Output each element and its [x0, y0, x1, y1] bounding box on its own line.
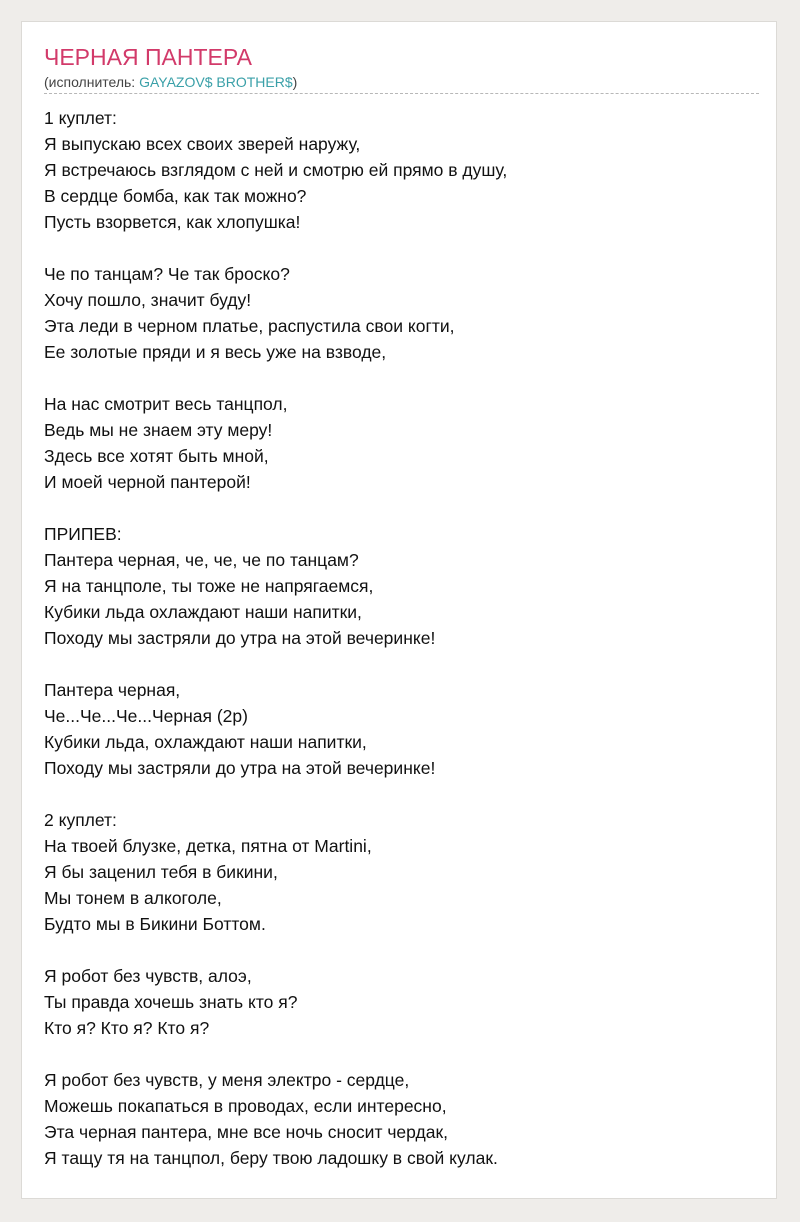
- lyric-line: Здесь все хотят быть мной,: [44, 446, 269, 466]
- lyric-line: Эта леди в черном платье, распустила свои когти,: [44, 316, 455, 336]
- lyric-line: Можешь покапаться в проводах, если интересно,: [44, 1096, 447, 1116]
- lyric-line: На нас смотрит весь танцпол,: [44, 394, 288, 414]
- lyric-line: Пусть взорвется, как хлопушка!: [44, 212, 301, 232]
- lyric-line: Я выпускаю всех своих зверей наружу,: [44, 134, 361, 154]
- header-divider: [44, 93, 759, 94]
- lyric-line: Кубики льда, охлаждают наши напитки,: [44, 732, 367, 752]
- lyric-line: Я на танцполе, ты тоже не напрягаемся,: [44, 576, 374, 596]
- lyric-line: Я тащу тя на танцпол, беру твою ладошку в свой кулак.: [44, 1148, 498, 1168]
- lyric-line: Че по танцам? Че так броско?: [44, 264, 290, 284]
- lyric-line: И моей черной пантерой!: [44, 472, 251, 492]
- lyric-line: Походу мы застряли до утра на этой вечеринке!: [44, 628, 436, 648]
- lyric-line: Я встречаюсь взглядом с ней и смотрю ей прямо в душу,: [44, 160, 508, 180]
- artist-link[interactable]: GAYAZOV$ BROTHER$: [139, 74, 293, 90]
- artist-prefix: (исполнитель:: [44, 74, 140, 90]
- lyric-line: Ведь мы не знаем эту меру!: [44, 420, 273, 440]
- artist-suffix: ): [292, 74, 298, 90]
- song-title: ЧЕРНАЯ ПАНТЕРА: [44, 44, 252, 70]
- stanza-break: [44, 235, 759, 261]
- lyric-line: ПРИПЕВ:: [44, 524, 122, 544]
- lyric-line: На твоей блузке, детка, пятна от Martini,: [44, 836, 372, 856]
- stanza-break: [44, 495, 759, 521]
- lyric-line: Че...Че...Че...Черная (2р): [44, 706, 248, 726]
- stanza-break: [44, 651, 759, 677]
- lyric-line: Я робот без чувств, у меня электро - сердце,: [44, 1070, 410, 1090]
- lyric-line: Пантера черная, че, че, че по танцам?: [44, 550, 359, 570]
- lyric-line: Я бы заценил тебя в бикини,: [44, 862, 278, 882]
- stanza-break: [44, 1041, 759, 1067]
- stanza-break: [44, 365, 759, 391]
- lyric-line: Походу мы застряли до утра на этой вечеринке!: [44, 758, 436, 778]
- lyric-line: Кубики льда охлаждают наши напитки,: [44, 602, 362, 622]
- lyric-line: Я робот без чувств, алоэ,: [44, 966, 252, 986]
- lyric-line: Мы тонем в алкоголе,: [44, 888, 222, 908]
- lyric-line: Ее золотые пряди и я весь уже на взводе,: [44, 342, 387, 362]
- artist-line: [44, 73, 297, 91]
- lyric-line: Будто мы в Бикини Боттом.: [44, 914, 266, 934]
- lyric-line: В сердце бомба, как так можно?: [44, 186, 307, 206]
- lyrics-body: [44, 105, 759, 1171]
- stanza-break: [44, 781, 759, 807]
- lyric-line: Ты правда хочешь знать кто я?: [44, 992, 298, 1012]
- lyrics-card: [21, 21, 777, 1199]
- lyric-line: Хочу пошло, значит буду!: [44, 290, 252, 310]
- stanza-break: [44, 937, 759, 963]
- lyric-line: Кто я? Кто я? Кто я?: [44, 1018, 210, 1038]
- lyric-line: 1 куплет:: [44, 108, 117, 128]
- lyric-line: Пантера черная,: [44, 680, 181, 700]
- lyric-line: 2 куплет:: [44, 810, 117, 830]
- lyric-line: Эта черная пантера, мне все ночь сносит чердак,: [44, 1122, 448, 1142]
